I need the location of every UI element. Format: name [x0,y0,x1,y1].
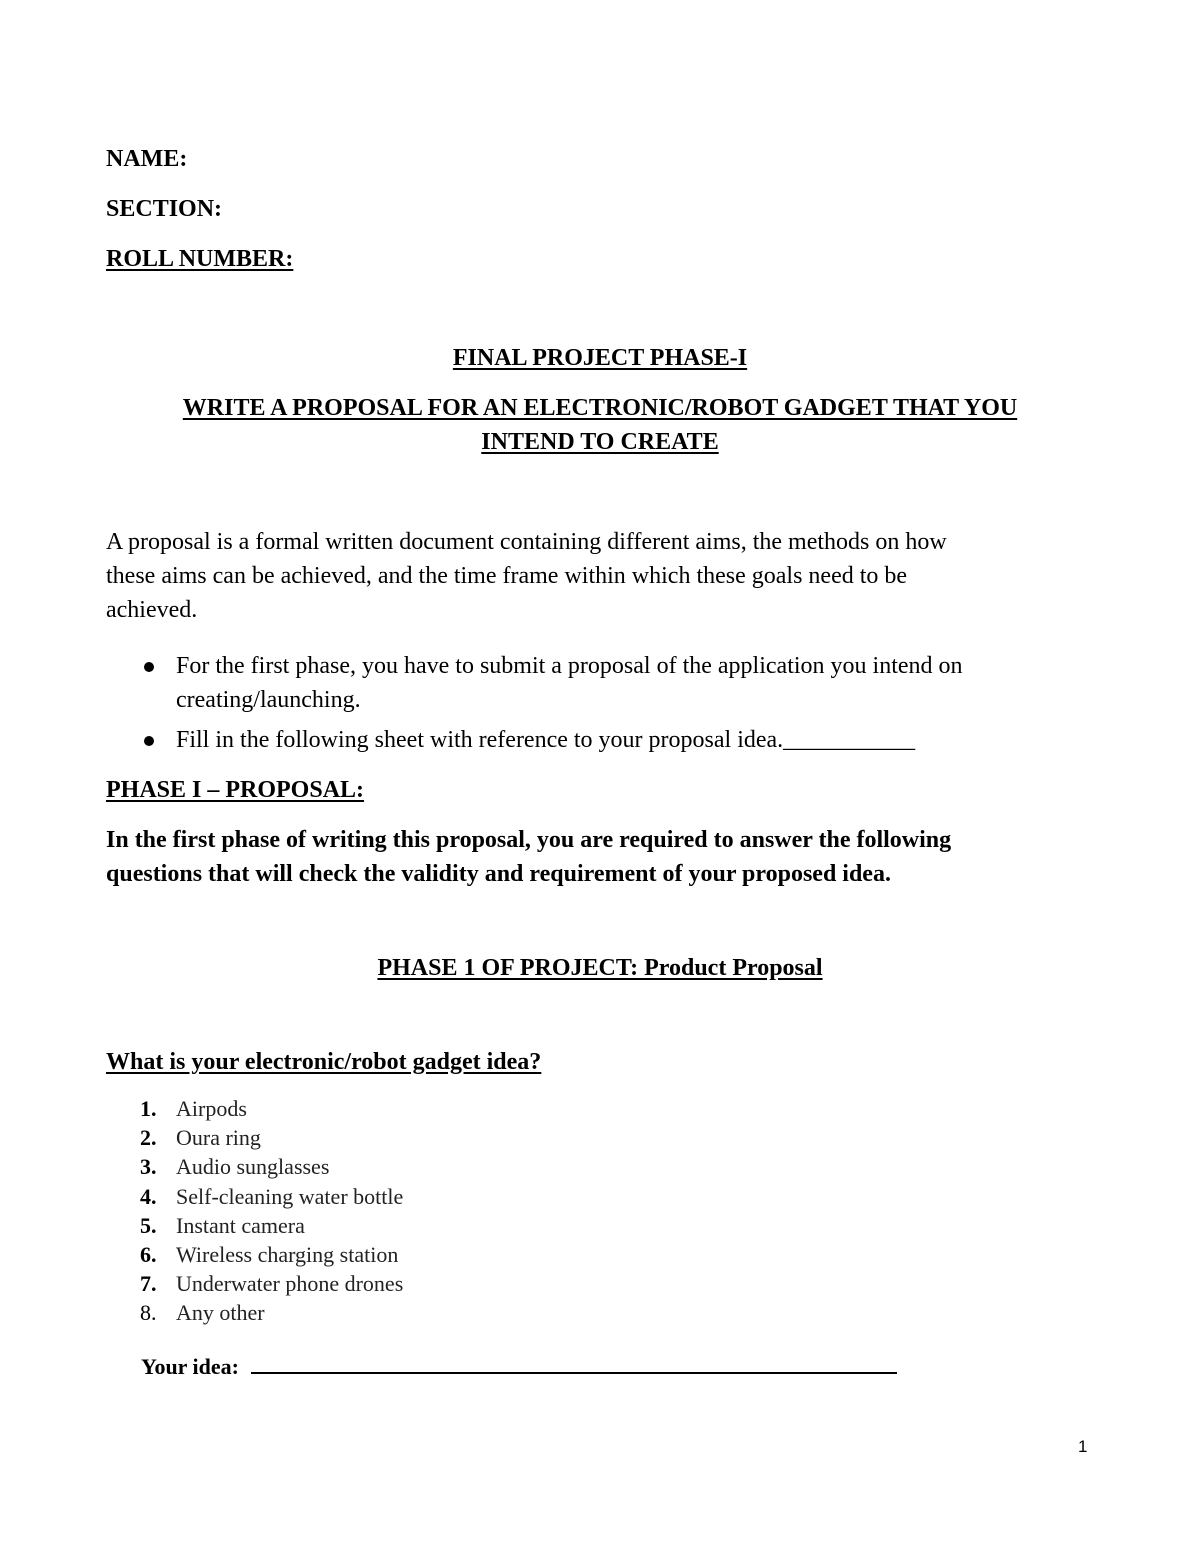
list-item: 8. Any other [140,1300,265,1326]
name-label: NAME: [106,146,188,172]
bullet-text-line1: For the first phase, you have to submit a proposal of the application you intend on [176,653,963,679]
document-subtitle-line2: INTEND TO CREATE [481,429,719,455]
document-title: FINAL PROJECT PHASE-I [452,345,748,371]
idea-list [140,1094,403,1328]
bullet-icon [144,736,154,746]
section-label: SECTION: [106,196,223,222]
roll-number-label: ROLL NUMBER: [106,246,294,272]
list-item: 1. Airpods [140,1096,247,1121]
list-item: 3. Audio sunglasses [140,1154,330,1180]
bullet-item [106,649,1096,717]
bullet-text-line1: Fill in the following sheet with reference to your proposal idea.___________ [176,727,916,753]
your-idea-blank-line[interactable] [251,1350,897,1374]
phase-heading: PHASE I – PROPOSAL: [106,777,365,803]
your-idea-row [141,1350,897,1383]
phase-description-line1: In the first phase of writing this proposal, you are required to answer the following [106,827,952,853]
gadget-question: What is your electronic/robot gadget idea? [106,1049,542,1075]
document-subtitle-line1: WRITE A PROPOSAL FOR AN ELECTRONIC/ROBOT GADGET THAT YOU [182,395,1018,421]
list-item: 2. Oura ring [140,1125,261,1151]
list-item: 5. Instant camera [140,1212,305,1238]
bullet-icon [144,662,154,672]
product-proposal-heading: PHASE 1 OF PROJECT: Product Proposal [377,955,823,981]
page-number: 1 [1078,1437,1088,1456]
intro-line-2: these aims can be achieved, and the time frame within which these goals need to be [106,563,908,589]
list-item: 4. Self-cleaning water bottle [140,1183,404,1209]
intro-line-3: achieved. [106,597,198,623]
your-idea-label: Your idea: [141,1354,239,1379]
list-item: 6. Wireless charging station [140,1241,399,1267]
list-item: 7. Underwater phone drones [140,1271,404,1297]
phase-description-line2: questions that will check the validity and requirement of your proposed idea. [106,861,891,887]
bullet-text-line2: creating/launching. [176,687,361,713]
intro-line-1: A proposal is a formal written document containing different aims, the methods on how [106,529,947,555]
bullet-item [106,723,1096,757]
